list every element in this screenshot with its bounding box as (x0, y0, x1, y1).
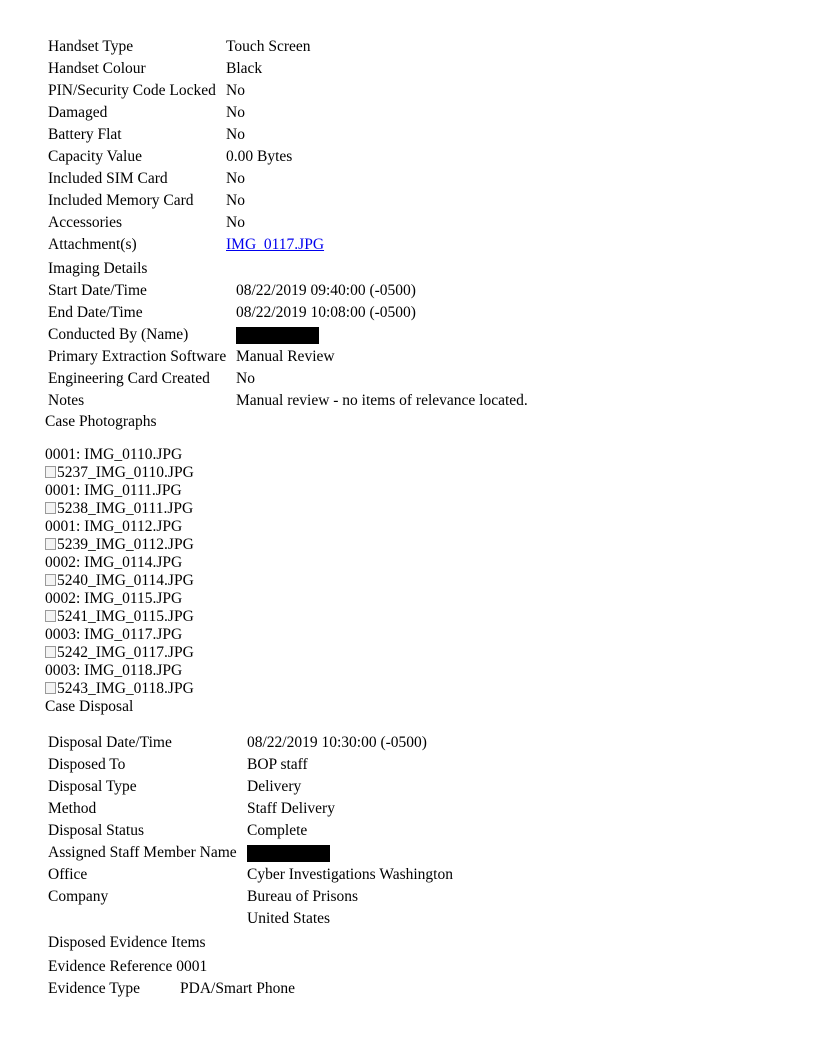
disposal-label: Disposal Status (48, 822, 145, 839)
attachment-link[interactable]: IMG_0117.JPG (226, 236, 325, 253)
detail-value: No (226, 126, 245, 143)
imaging-label: Engineering Card Created (48, 370, 210, 387)
disposal-value: Bureau of Prisons (247, 888, 359, 905)
disposal-label: Office (48, 866, 88, 883)
photo-image-alt: 5241_IMG_0115.JPG (57, 608, 194, 625)
photo-image-alt: 5240_IMG_0114.JPG (57, 572, 194, 589)
photo-image[interactable] (45, 464, 194, 482)
photographs-heading: Case Photographs (45, 413, 157, 430)
photo-caption: 0001: IMG_0110.JPG (45, 446, 183, 463)
imaging-label: Conducted By (Name) (48, 326, 189, 343)
evidence-reference-row (48, 956, 207, 978)
evidence-reference-value: 0001 (176, 958, 208, 975)
detail-label: Included SIM Card (48, 170, 168, 187)
imaging-label: Primary Extraction Software (48, 348, 227, 365)
disposal-label: Disposal Type (48, 778, 137, 795)
redaction-block (236, 324, 319, 346)
photo-image-alt: 5237_IMG_0110.JPG (57, 464, 194, 481)
disposal-value: Delivery (247, 778, 302, 795)
imaging-heading: Imaging Details (48, 260, 148, 277)
detail-label: Capacity Value (48, 148, 142, 165)
detail-label: Handset Colour (48, 60, 146, 77)
disposal-value: 08/22/2019 10:30:00 (-0500) (247, 734, 427, 751)
detail-label: PIN/Security Code Locked (48, 82, 216, 99)
photo-caption: 0002: IMG_0114.JPG (45, 554, 183, 571)
detail-value: No (226, 214, 245, 231)
imaging-value: No (236, 370, 255, 387)
imaging-label: Notes (48, 392, 85, 409)
imaging-value: Manual Review (236, 348, 335, 365)
photo-caption: 0001: IMG_0111.JPG (45, 482, 182, 499)
disposal-label: Disposal Date/Time (48, 734, 172, 751)
photo-caption: 0002: IMG_0115.JPG (45, 590, 183, 607)
photo-caption: 0003: IMG_0118.JPG (45, 662, 183, 679)
detail-label: Battery Flat (48, 126, 122, 143)
imaging-label: Start Date/Time (48, 282, 147, 299)
photo-image-alt: 5238_IMG_0111.JPG (57, 500, 194, 517)
evidence-type-label: Evidence Type (48, 980, 141, 997)
imaging-label: End Date/Time (48, 304, 143, 321)
disposal-value: BOP staff (247, 756, 308, 773)
detail-value: Touch Screen (226, 38, 311, 55)
disposed-items-heading: Disposed Evidence Items (48, 934, 206, 951)
redaction-block (247, 842, 330, 864)
detail-value: No (226, 192, 245, 209)
detail-value: No (226, 82, 245, 99)
detail-value: 0.00 Bytes (226, 148, 293, 165)
photo-image[interactable] (45, 572, 194, 590)
broken-image-icon (45, 682, 56, 694)
disposal-label: Method (48, 800, 97, 817)
broken-image-icon (45, 646, 56, 658)
broken-image-icon (45, 574, 56, 586)
disposal-label: Assigned Staff Member Name (48, 844, 237, 861)
imaging-value: 08/22/2019 10:08:00 (-0500) (236, 304, 416, 321)
detail-label: Included Memory Card (48, 192, 194, 209)
detail-value: No (226, 104, 245, 121)
photo-caption: 0001: IMG_0112.JPG (45, 518, 183, 535)
photo-caption: 0003: IMG_0117.JPG (45, 626, 183, 643)
disposal-value: Complete (247, 822, 308, 839)
detail-label: Damaged (48, 104, 108, 121)
photo-image[interactable] (45, 680, 194, 698)
detail-label: Handset Type (48, 38, 134, 55)
broken-image-icon (45, 466, 56, 478)
detail-value: No (226, 170, 245, 187)
evidence-type-value: PDA/Smart Phone (180, 980, 295, 997)
evidence-reference-label: Evidence Reference (48, 958, 173, 975)
disposal-label: Company (48, 888, 109, 905)
disposal-label: Disposed To (48, 756, 126, 773)
detail-label: Accessories (48, 214, 123, 231)
broken-image-icon (45, 610, 56, 622)
detail-value: Black (226, 60, 263, 77)
disposal-heading: Case Disposal (45, 698, 134, 715)
disposal-value: Cyber Investigations Washington (247, 866, 453, 883)
photo-image-alt: 5243_IMG_0118.JPG (57, 680, 194, 697)
photo-image-alt: 5242_IMG_0117.JPG (57, 644, 194, 661)
broken-image-icon (45, 502, 56, 514)
disposal-value: United States (247, 910, 331, 927)
broken-image-icon (45, 538, 56, 550)
disposal-value: Staff Delivery (247, 800, 335, 817)
imaging-value: Manual review - no items of relevance located. (236, 392, 528, 409)
photo-image[interactable] (45, 536, 194, 554)
photo-image-alt: 5239_IMG_0112.JPG (57, 536, 194, 553)
imaging-value: 08/22/2019 09:40:00 (-0500) (236, 282, 416, 299)
photo-image[interactable] (45, 608, 194, 626)
photo-image[interactable] (45, 500, 193, 518)
detail-label: Attachment(s) (48, 236, 137, 253)
photo-image[interactable] (45, 644, 194, 662)
